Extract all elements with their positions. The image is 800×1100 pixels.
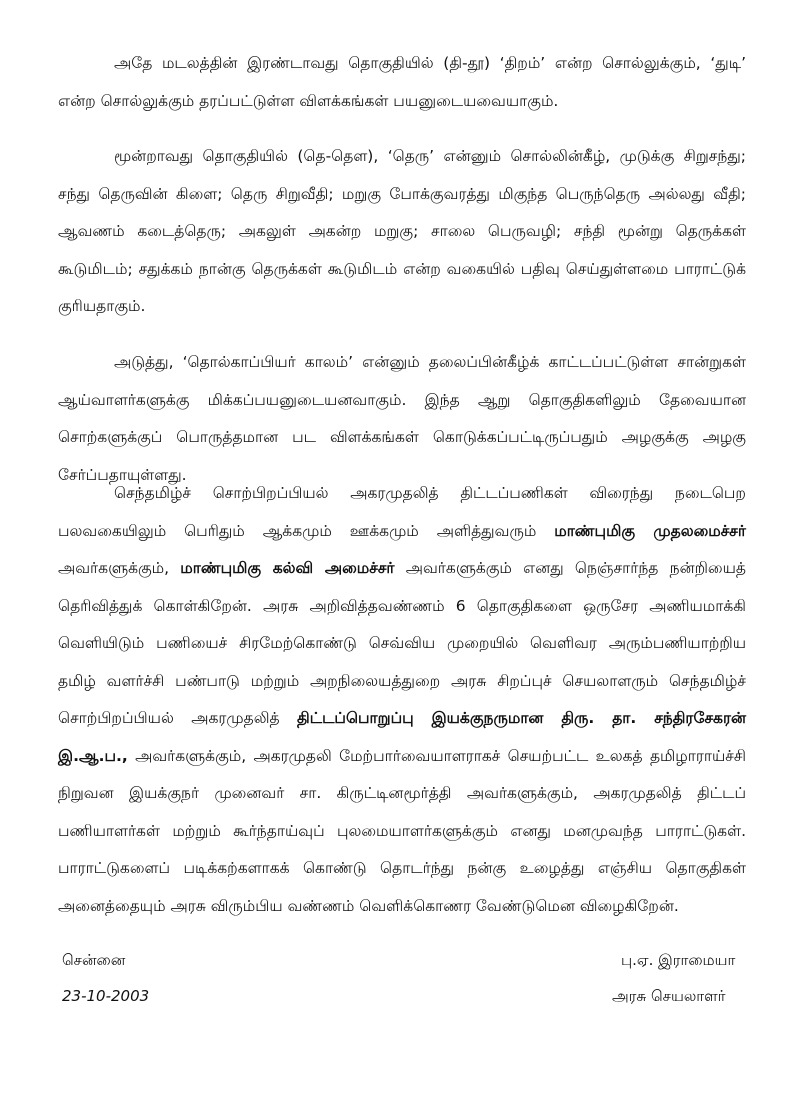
project-director-bold: திட்டப்பொறுப்பு இயக்குநருமான திரு. தா. சந்திரசேகரன் இ.ஆ.ப., xyxy=(58,709,746,765)
paragraph-2: மூன்றாவது தொகுதியில் (தெ-தௌ), ‘தெரு’ என்னும் சொல்லின்கீழ், முடுக்கு சிறுசந்து; சந்து தெருவின் கிளை; தெரு சிறுவீதி; மறுகு போக்குவரத்து மிகுந்த பெருந்தெரு அல்லது வீதி; ஆவணம் கடைத்தெரு; அகலுள் அகன்ற மறுகு; சாலை பெருவழி; சந்தி மூன்று தெருக்கள் கூடுமிடம்; சதுக்கம் நான்கு தெருக்கள் கூடுமிடம் என்ற வகையில் பதிவு செய்துள்ளமை பாராட்டுக் குரியதாகும். xyxy=(58,147,746,315)
signature-place: சென்னை xyxy=(62,951,126,969)
signatory-name: பு.ஏ. இராமையா xyxy=(621,951,736,969)
paragraph-4-text-1: செந்தமிழ்ச் சொற்பிறப்பியல் அகரமுதலித் திட்டப்பணிகள் விரைந்து நடைபெற பலவகையிலும் பெரிதும் ஆக்கமும் ஊக்கமும் அளித்துவரும் xyxy=(58,484,746,540)
paragraph-3: அடுத்து, ‘தொல்காப்பியர் காலம்’ என்னும் தலைப்பின்கீழ்க் காட்டப்பட்டுள்ள சான்றுகள் ஆய்வாளர்களுக்கு மிக்கப்பயனுடையனவாகும். இந்த ஆறு தொகுதிகளிலும் தேவையான சொற்களுக்குப் பொருத்தமான பட விளக்கங்கள் கொடுக்கப்பட்டிருப்பதும் அழகுக்கு அழகு சேர்ப்பதாயுள்ளது. xyxy=(58,353,746,484)
paragraph-4-text-4: அவர்களுக்கும், அகரமுதலி மேற்பார்வையாளராகச் செயற்பட்ட உலகத் தமிழாராய்ச்சி நிறுவன இயக்குநர் முனைவர் சா. கிருட்டினமூர்த்தி அவர்களுக்கும், அகரமுதலித் திட்டப் பணியாளர்கள் மற்றும் கூர்ந்தாய்வுப் புலமையாளர்களுக்கும் எனது மனமுவந்த பாராட்டுகள். பாராட்டுகளைப் படிக்கற்களாகக் கொண்டு தொடர்ந்து நன்கு உழைத்து எஞ்சிய தொகுதிகள் அனைத்தையும் அரசு விரும்பிய வண்ணம் வெளிக்கொணர வேண்டுமென விழைகிறேன். xyxy=(58,746,746,915)
signature-date: 23-10-2003 xyxy=(62,987,150,1005)
paragraph-4 xyxy=(58,475,746,925)
paragraph-4-text-3: அவர்களுக்கும் எனது நெஞ்சார்ந்த நன்றியைத் தெரிவித்துக் கொள்கிறேன். அரசு அறிவித்தவண்ணம் 6 தொகுதிகளை ஒருசேர அணியமாக்கி வெளியிடும் பணியைச் சிரமேற்கொண்டு செவ்விய முறையில் வெளிவர அரும்பணியாற்றிய தமிழ் வளர்ச்சி பண்பாடு மற்றும் அறநிலையத்துறை அரசு சிறப்புச் செயலாளரும் செந்தமிழ்ச் சொற்பிறப்பியல் அகரமுதலித் xyxy=(58,559,746,727)
chief-minister-bold: மாண்புமிகு முதலமைச்சர் xyxy=(554,521,746,540)
paragraph-1: அதே மடலத்தின் இரண்டாவது தொகுதியில் (தி-தூ) ‘திறம்’ என்ற சொல்லுக்கும், ‘துடி’ என்ற சொல்லுக்கும் தரப்பட்டுள்ள விளக்கங்கள் பயனுடையவையாகும். xyxy=(58,54,746,110)
education-minister-bold: மாண்புமிகு கல்வி அமைச்சர் xyxy=(180,559,395,577)
paragraph-4-text-2: அவர்களுக்கும், xyxy=(58,559,181,577)
signatory-title: அரசு செயலாளர் xyxy=(612,987,726,1005)
